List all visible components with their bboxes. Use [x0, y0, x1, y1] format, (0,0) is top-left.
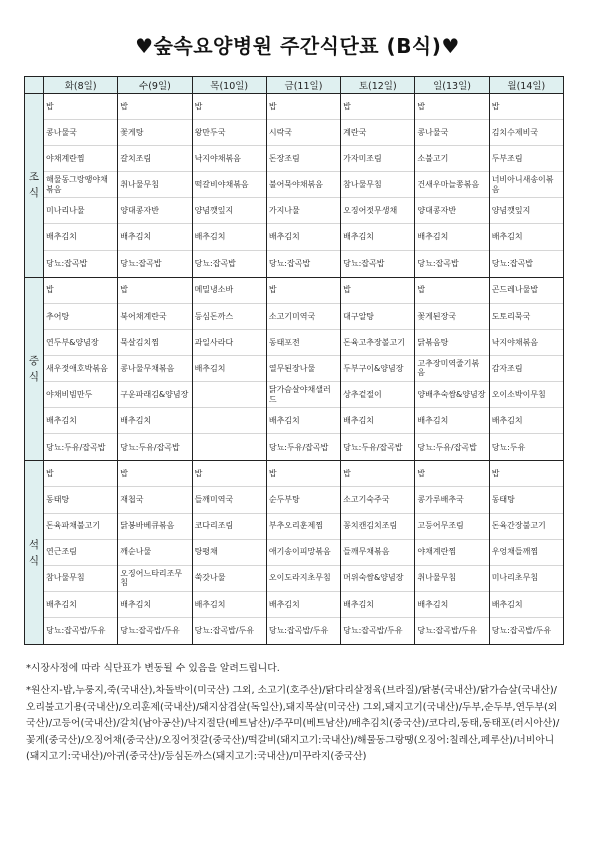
menu-item: 묵살김치찜: [118, 330, 191, 356]
day-menu-cell: [44, 94, 118, 278]
menu-item: 동태탕: [44, 487, 117, 513]
menu-item: 배추김치: [341, 408, 414, 434]
menu-item: 야채비빔만두: [44, 382, 117, 408]
day-menu-cell: [266, 277, 340, 461]
menu-item: 낙지야채볶음: [193, 146, 266, 172]
menu-item: 두부구이&양념장: [341, 356, 414, 382]
menu-item: 깨순나물: [118, 540, 191, 566]
menu-item: 오징어느타리조무침: [118, 566, 191, 592]
menu-item: 당뇨:두유/잡곡밥: [417, 442, 477, 452]
menu-item: 당뇨:두유/잡곡밥: [46, 442, 106, 452]
menu-item: 밥: [267, 94, 340, 120]
menu-item: 왕만두국: [193, 120, 266, 146]
menu-item: 오이도라지초무침: [267, 566, 340, 592]
menu-item: 감자조림: [490, 356, 563, 382]
menu-item: 배추김치: [341, 592, 414, 618]
menu-item: 당뇨:두유/잡곡밥: [120, 442, 180, 452]
menu-item: 당뇨:잡곡밥/두유: [417, 626, 477, 636]
menu-item: 밥: [267, 278, 340, 304]
menu-item: 취나물무침: [415, 566, 488, 592]
menu-item: 고추장미역줄기볶음: [415, 356, 488, 382]
menu-item: 당뇨:잡곡밥: [120, 258, 162, 268]
menu-item: 돈육고추장볼고기: [341, 330, 414, 356]
day-menu-cell: [118, 461, 192, 645]
day-menu-cell: [341, 94, 415, 278]
menu-item: 밥: [118, 461, 191, 487]
menu-item: 밥: [193, 94, 266, 120]
day-menu-cell: [489, 94, 563, 278]
change-notice: *시장사정에 따라 식단표가 변동될 수 있음을 알려드립니다.: [26, 663, 280, 674]
day-menu-cell: [266, 94, 340, 278]
menu-item: 당뇨:두유: [491, 442, 526, 452]
day-menu-cell: [489, 277, 563, 461]
menu-item: 고등어무조림: [415, 514, 488, 540]
menu-item: 들깨무채볶음: [341, 540, 414, 566]
meal-label: [25, 94, 44, 278]
menu-item: 밥: [415, 94, 488, 120]
menu-item: 소고기미역국: [267, 304, 340, 330]
menu-item: 구운파래김&양념장: [118, 382, 191, 408]
menu-item: 배추김치: [44, 592, 117, 618]
menu-item: 애기송이피망볶음: [267, 540, 340, 566]
menu-item: 밥: [44, 94, 117, 120]
menu-item: 코다리조림: [193, 514, 266, 540]
menu-item: 배추김치: [490, 408, 563, 434]
menu-item: [193, 408, 266, 434]
menu-item: 양배추숙쌈&양념장: [415, 382, 488, 408]
day-menu-cell: [415, 94, 489, 278]
menu-item: 오징어젓무생채: [341, 198, 414, 224]
meal-label: [25, 277, 44, 461]
day-menu-cell: [415, 277, 489, 461]
day-menu-cell: [192, 94, 266, 278]
menu-item: 배추김치: [44, 408, 117, 434]
menu-item: 배추김치: [267, 224, 340, 250]
menu-item: 밥: [118, 278, 191, 304]
day-header-row: [25, 77, 564, 94]
menu-item: 탕평채: [193, 540, 266, 566]
menu-item: 배추김치: [193, 592, 266, 618]
menu-item: 당뇨:잡곡밥: [268, 258, 311, 268]
menu-item: 당뇨:잡곡밥: [491, 258, 534, 268]
menu-item: 대구알탕: [341, 304, 414, 330]
menu-item: 닭가슴살야채샐러드: [267, 382, 340, 408]
menu-item: 우엉채들깨찜: [490, 540, 563, 566]
menu-item: 밥: [44, 278, 117, 304]
menu-item: 당뇨:잡곡밥: [46, 258, 88, 268]
day-menu-cell: [192, 461, 266, 645]
menu-item: 꽃게된장국: [415, 304, 488, 330]
day-menu-cell: [192, 277, 266, 461]
menu-item: 당뇨:잡곡밥: [194, 258, 236, 268]
menu-item: 양념깻잎지: [193, 198, 266, 224]
meal-label-char: 식: [28, 554, 40, 567]
menu-item: 밥: [415, 278, 488, 304]
menu-item: 배추김치: [490, 592, 563, 618]
menu-item: 배추김치: [193, 224, 266, 250]
menu-item: 배추김치: [44, 224, 117, 250]
menu-item: 배추김치: [415, 224, 488, 250]
menu-item: 불어묵야채볶음: [267, 172, 340, 198]
menu-item: 밥: [341, 461, 414, 487]
menu-item: 배추김치: [267, 592, 340, 618]
menu-item: 밥: [341, 94, 414, 120]
menu-item: 당뇨:잡곡밥/두유: [46, 626, 106, 636]
menu-item: 곤드레나물밥: [490, 278, 563, 304]
menu-item: 소불고기: [415, 146, 488, 172]
menu-item: 두부조림: [490, 146, 563, 172]
menu-item: 쑥갓나물: [193, 566, 266, 592]
menu-item: 당뇨:잡곡밥/두유: [491, 626, 552, 636]
origin-notice: *원산지-밥,누룽지,죽(국내산),차돌박이(미국산) 그외, 소고기(호주산)/닭다리살정육(브라질)/닭봉(국내산)/닭가슴살(국내산)/오리불고기용(국내산)/오리훈제(국내산)/돼지삼겹살(독일산),돼지목살(미국산) 그외,돼지고기(국내산)/두부,순두부,연두부(외국산)/고등어(국내산)/갈치(남아공산)/낙지절단(베트남산)/주꾸미(베트남산)/배추김치(중국산)/코다리,동태,동태포(러시아산)/꽃게(중국산)/오징어채(중국산)/오징어젓갈(중국산)/떡갈비(돼지고기:국내산)/해물동그랑땡(오징어:칠레산,페루산)/너비아니(돼지고기:국내산)/아귀(중국산)/등심돈까스(돼지고기:국내산)/미꾸라지(중국산): [26, 685, 560, 762]
menu-item: 동태탕: [490, 487, 563, 513]
menu-item: 떡갈비야채볶음: [193, 172, 266, 198]
menu-item: 당뇨:잡곡밥: [343, 258, 385, 268]
menu-item: 갈치조림: [118, 146, 191, 172]
menu-item: 콩가루배추국: [415, 487, 488, 513]
menu-item: 야채계란찜: [44, 146, 117, 172]
menu-item: 배추김치: [118, 592, 191, 618]
menu-item: 배추김치: [193, 356, 266, 382]
day-menu-cell: [341, 461, 415, 645]
meal-label-char: 식: [28, 370, 40, 383]
menu-item: 콩나물국: [44, 120, 117, 146]
menu-item: 당뇨:잡곡밥/두유: [268, 626, 329, 636]
menu-item: 취나물무침: [118, 172, 191, 198]
day-header: 토(12일): [341, 77, 415, 94]
menu-item: 밥: [118, 94, 191, 120]
meal-row: [25, 94, 564, 278]
menu-item: 양대콩자반: [118, 198, 191, 224]
day-header: 목(10일): [192, 77, 266, 94]
menu-item: 계란국: [341, 120, 414, 146]
meal-label-char: 석: [28, 538, 40, 551]
menu-item: 등심돈까스: [193, 304, 266, 330]
menu-item: 미나리나물: [44, 198, 117, 224]
menu-item: 돈육파채불고기: [44, 514, 117, 540]
day-menu-cell: [118, 94, 192, 278]
menu-item: 밥: [341, 278, 414, 304]
menu-item: 밥: [193, 461, 266, 487]
corner-cell: [25, 77, 44, 94]
menu-item: 김치수제비국: [490, 120, 563, 146]
meal-label-char: 식: [28, 187, 40, 200]
menu-item: 북어채계란국: [118, 304, 191, 330]
menu-item: 참나물무침: [341, 172, 414, 198]
menu-item: 과일사라다: [193, 330, 266, 356]
day-menu-cell: [489, 461, 563, 645]
menu-item: 들깨미역국: [193, 487, 266, 513]
menu-item: 밥: [44, 461, 117, 487]
menu-item: 동태포전: [267, 330, 340, 356]
menu-item: 소고기숙주국: [341, 487, 414, 513]
menu-item: 당뇨:잡곡밥: [417, 258, 459, 268]
menu-item: 밥: [490, 94, 563, 120]
menu-item: [193, 434, 266, 460]
menu-item: 콩나물무채볶음: [118, 356, 191, 382]
menu-item: 꽃게탕: [118, 120, 191, 146]
menu-item: 닭봉바베큐볶음: [118, 514, 191, 540]
menu-item: 낙지야채볶음: [490, 330, 563, 356]
meal-label: [25, 461, 44, 645]
day-header: 수(9일): [118, 77, 192, 94]
menu-item: 연근조림: [44, 540, 117, 566]
menu-item: 야채계란찜: [415, 540, 488, 566]
menu-item: 당뇨:두유/잡곡밥: [268, 442, 329, 452]
meal-row: [25, 277, 564, 461]
menu-item: 순두부탕: [267, 487, 340, 513]
menu-item: 가자미조림: [341, 146, 414, 172]
menu-item: 밥: [490, 461, 563, 487]
menu-item: 꽁치캔김치조림: [341, 514, 414, 540]
day-menu-cell: [266, 461, 340, 645]
menu-item: 밥: [415, 461, 488, 487]
day-menu-cell: [341, 277, 415, 461]
meal-label-char: 중: [28, 354, 40, 367]
menu-item: 배추김치: [118, 224, 191, 250]
menu-item: 연두부&양념장: [44, 330, 117, 356]
menu-item: 양대콩자반: [415, 198, 488, 224]
menu-item: [193, 382, 266, 408]
menu-item: 돈장조림: [267, 146, 340, 172]
day-menu-cell: [44, 461, 118, 645]
menu-item: 배추김치: [415, 408, 488, 434]
day-header: 화(8일): [44, 77, 118, 94]
menu-item: 돈육간장불고기: [490, 514, 563, 540]
menu-item: 상추겉절이: [341, 382, 414, 408]
menu-item: 당뇨:잡곡밥/두유: [120, 626, 180, 636]
day-menu-cell: [44, 277, 118, 461]
menu-item: 미나리초무침: [490, 566, 563, 592]
menu-item: 밥: [267, 461, 340, 487]
day-header: 일(13일): [415, 77, 489, 94]
menu-item: 부추오리훈제찜: [267, 514, 340, 540]
meal-label-char: 조: [28, 171, 40, 184]
menu-item: 배추김치: [118, 408, 191, 434]
menu-item: 건새우마늘쫑볶음: [415, 172, 488, 198]
menu-item: 도토리묵국: [490, 304, 563, 330]
day-menu-cell: [118, 277, 192, 461]
menu-item: 재첩국: [118, 487, 191, 513]
menu-item: 배추김치: [341, 224, 414, 250]
menu-item: 닭볶음탕: [415, 330, 488, 356]
menu-item: 해물동그랑땡야채볶음: [44, 172, 117, 198]
page-title: ♥숲속요양병원 주간식단표 (B식)♥: [135, 34, 460, 58]
menu-item: 메밀냉소바: [193, 278, 266, 304]
menu-item: 양념깻잎지: [490, 198, 563, 224]
menu-item: 새우젓애호박볶음: [44, 356, 117, 382]
menu-item: 열무된장나물: [267, 356, 340, 382]
menu-item: 오이소박이무침: [490, 382, 563, 408]
menu-item: 당뇨:잡곡밥/두유: [194, 626, 255, 636]
menu-item: 당뇨:두유/잡곡밥: [343, 442, 403, 452]
menu-item: 배추김치: [490, 224, 563, 250]
menu-item: 당뇨:잡곡밥/두유: [343, 626, 403, 636]
menu-item: 배추김치: [415, 592, 488, 618]
menu-item: 배추김치: [267, 408, 340, 434]
menu-item: 너비아니새송이볶음: [490, 172, 563, 198]
menu-item: 머위숙쌈&양념장: [341, 566, 414, 592]
menu-item: 콩나물국: [415, 120, 488, 146]
day-menu-cell: [415, 461, 489, 645]
menu-item: 추어탕: [44, 304, 117, 330]
menu-item: 가지나물: [267, 198, 340, 224]
menu-item: 시락국: [267, 120, 340, 146]
meal-row: [25, 461, 564, 645]
day-header: 월(14일): [489, 77, 563, 94]
menu-item: 참나물무침: [44, 566, 117, 592]
weekly-menu-table: [24, 76, 564, 645]
day-header: 금(11일): [266, 77, 340, 94]
